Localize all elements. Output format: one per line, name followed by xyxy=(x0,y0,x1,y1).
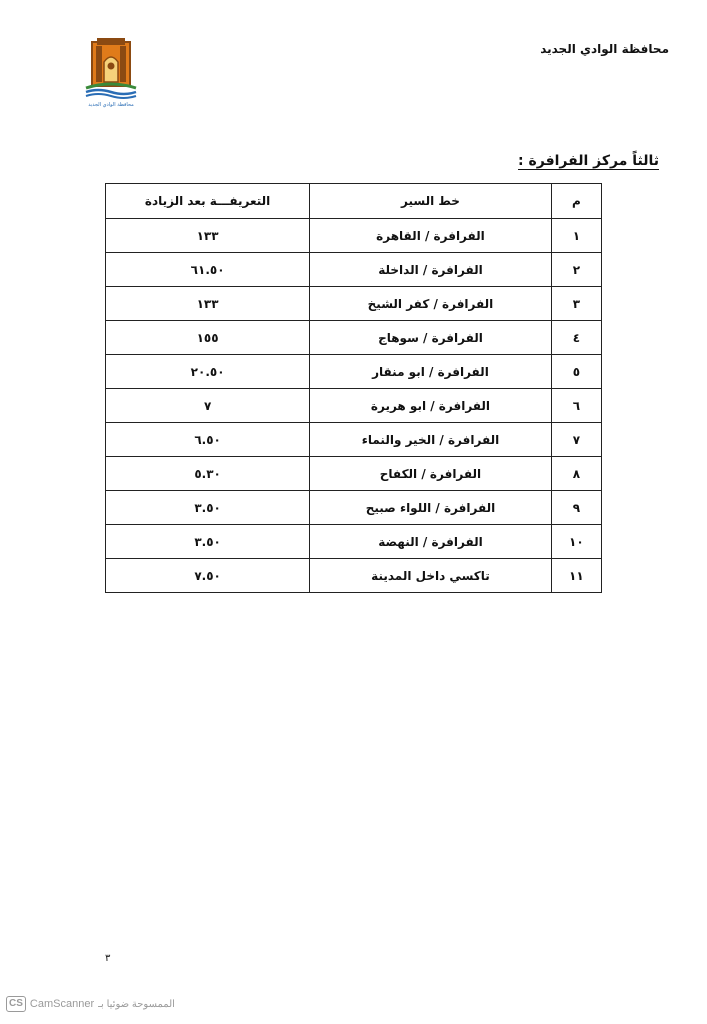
scanner-caption: الممسوحة ضوئيا بـ xyxy=(98,998,175,1010)
row-number: ٩ xyxy=(551,491,601,525)
row-fare: ٥.٣٠ xyxy=(106,457,310,491)
table-row xyxy=(106,253,602,287)
row-number: ٥ xyxy=(551,355,601,389)
camscanner-logo-icon: CS xyxy=(6,996,26,1012)
row-fare: ٧ xyxy=(106,389,310,423)
row-fare: ٢٠.٥٠ xyxy=(106,355,310,389)
row-fare: ١٥٥ xyxy=(106,321,310,355)
row-number: ١ xyxy=(551,219,601,253)
logo-caption: محافظة الوادي الجديد xyxy=(88,102,134,108)
column-header-fare: التعريفـــة بعد الزيادة xyxy=(106,184,310,219)
row-number: ٨ xyxy=(551,457,601,491)
row-number: ٤ xyxy=(551,321,601,355)
row-number: ٦ xyxy=(551,389,601,423)
table-row xyxy=(106,491,602,525)
row-route: الفرافرة / القاهرة xyxy=(310,219,552,253)
table-header-row xyxy=(106,184,602,219)
table-row xyxy=(106,321,602,355)
row-number: ٢ xyxy=(551,253,601,287)
row-number: ٧ xyxy=(551,423,601,457)
table-row xyxy=(106,525,602,559)
scanner-watermark xyxy=(6,996,175,1012)
row-route: الفرافرة / الداخلة xyxy=(310,253,552,287)
table-row xyxy=(106,559,602,593)
row-route: الفرافرة / ابو منقار xyxy=(310,355,552,389)
table-row xyxy=(106,219,602,253)
table-row xyxy=(106,287,602,321)
row-route: الفرافرة / اللواء صبيح xyxy=(310,491,552,525)
page-number: ٣ xyxy=(105,953,111,964)
row-fare: ٦.٥٠ xyxy=(106,423,310,457)
row-fare: ٣.٥٠ xyxy=(106,525,310,559)
row-route: الفرافرة / كفر الشيخ xyxy=(310,287,552,321)
governorate-emblem-icon xyxy=(78,36,144,108)
table-row xyxy=(106,355,602,389)
row-fare: ١٣٣ xyxy=(106,287,310,321)
row-fare: ٦١.٥٠ xyxy=(106,253,310,287)
row-number: ١٠ xyxy=(551,525,601,559)
scanner-name: CamScanner xyxy=(29,998,95,1010)
fares-table xyxy=(105,183,602,593)
table-row xyxy=(106,423,602,457)
row-route: الفرافرة / النهضة xyxy=(310,525,552,559)
governorate-logo xyxy=(78,36,144,108)
section-title: ثالثاً مركز الفرافرة : xyxy=(518,153,659,169)
row-fare: ٣.٥٠ xyxy=(106,491,310,525)
row-fare: ٧.٥٠ xyxy=(106,559,310,593)
table-row xyxy=(106,389,602,423)
row-fare: ١٣٣ xyxy=(106,219,310,253)
row-route: الفرافرة / سوهاج xyxy=(310,321,552,355)
table-row xyxy=(106,457,602,491)
row-route: الفرافرة / ابو هريرة xyxy=(310,389,552,423)
column-header-route: خط السير xyxy=(310,184,552,219)
row-route: تاكسي داخل المدينة xyxy=(310,559,552,593)
row-route: الفرافرة / الكفاح xyxy=(310,457,552,491)
column-header-number: م xyxy=(551,184,601,219)
governorate-name: محافظة الوادي الجديد xyxy=(540,42,669,56)
row-route: الفرافرة / الخير والنماء xyxy=(310,423,552,457)
row-number: ١١ xyxy=(551,559,601,593)
row-number: ٣ xyxy=(551,287,601,321)
